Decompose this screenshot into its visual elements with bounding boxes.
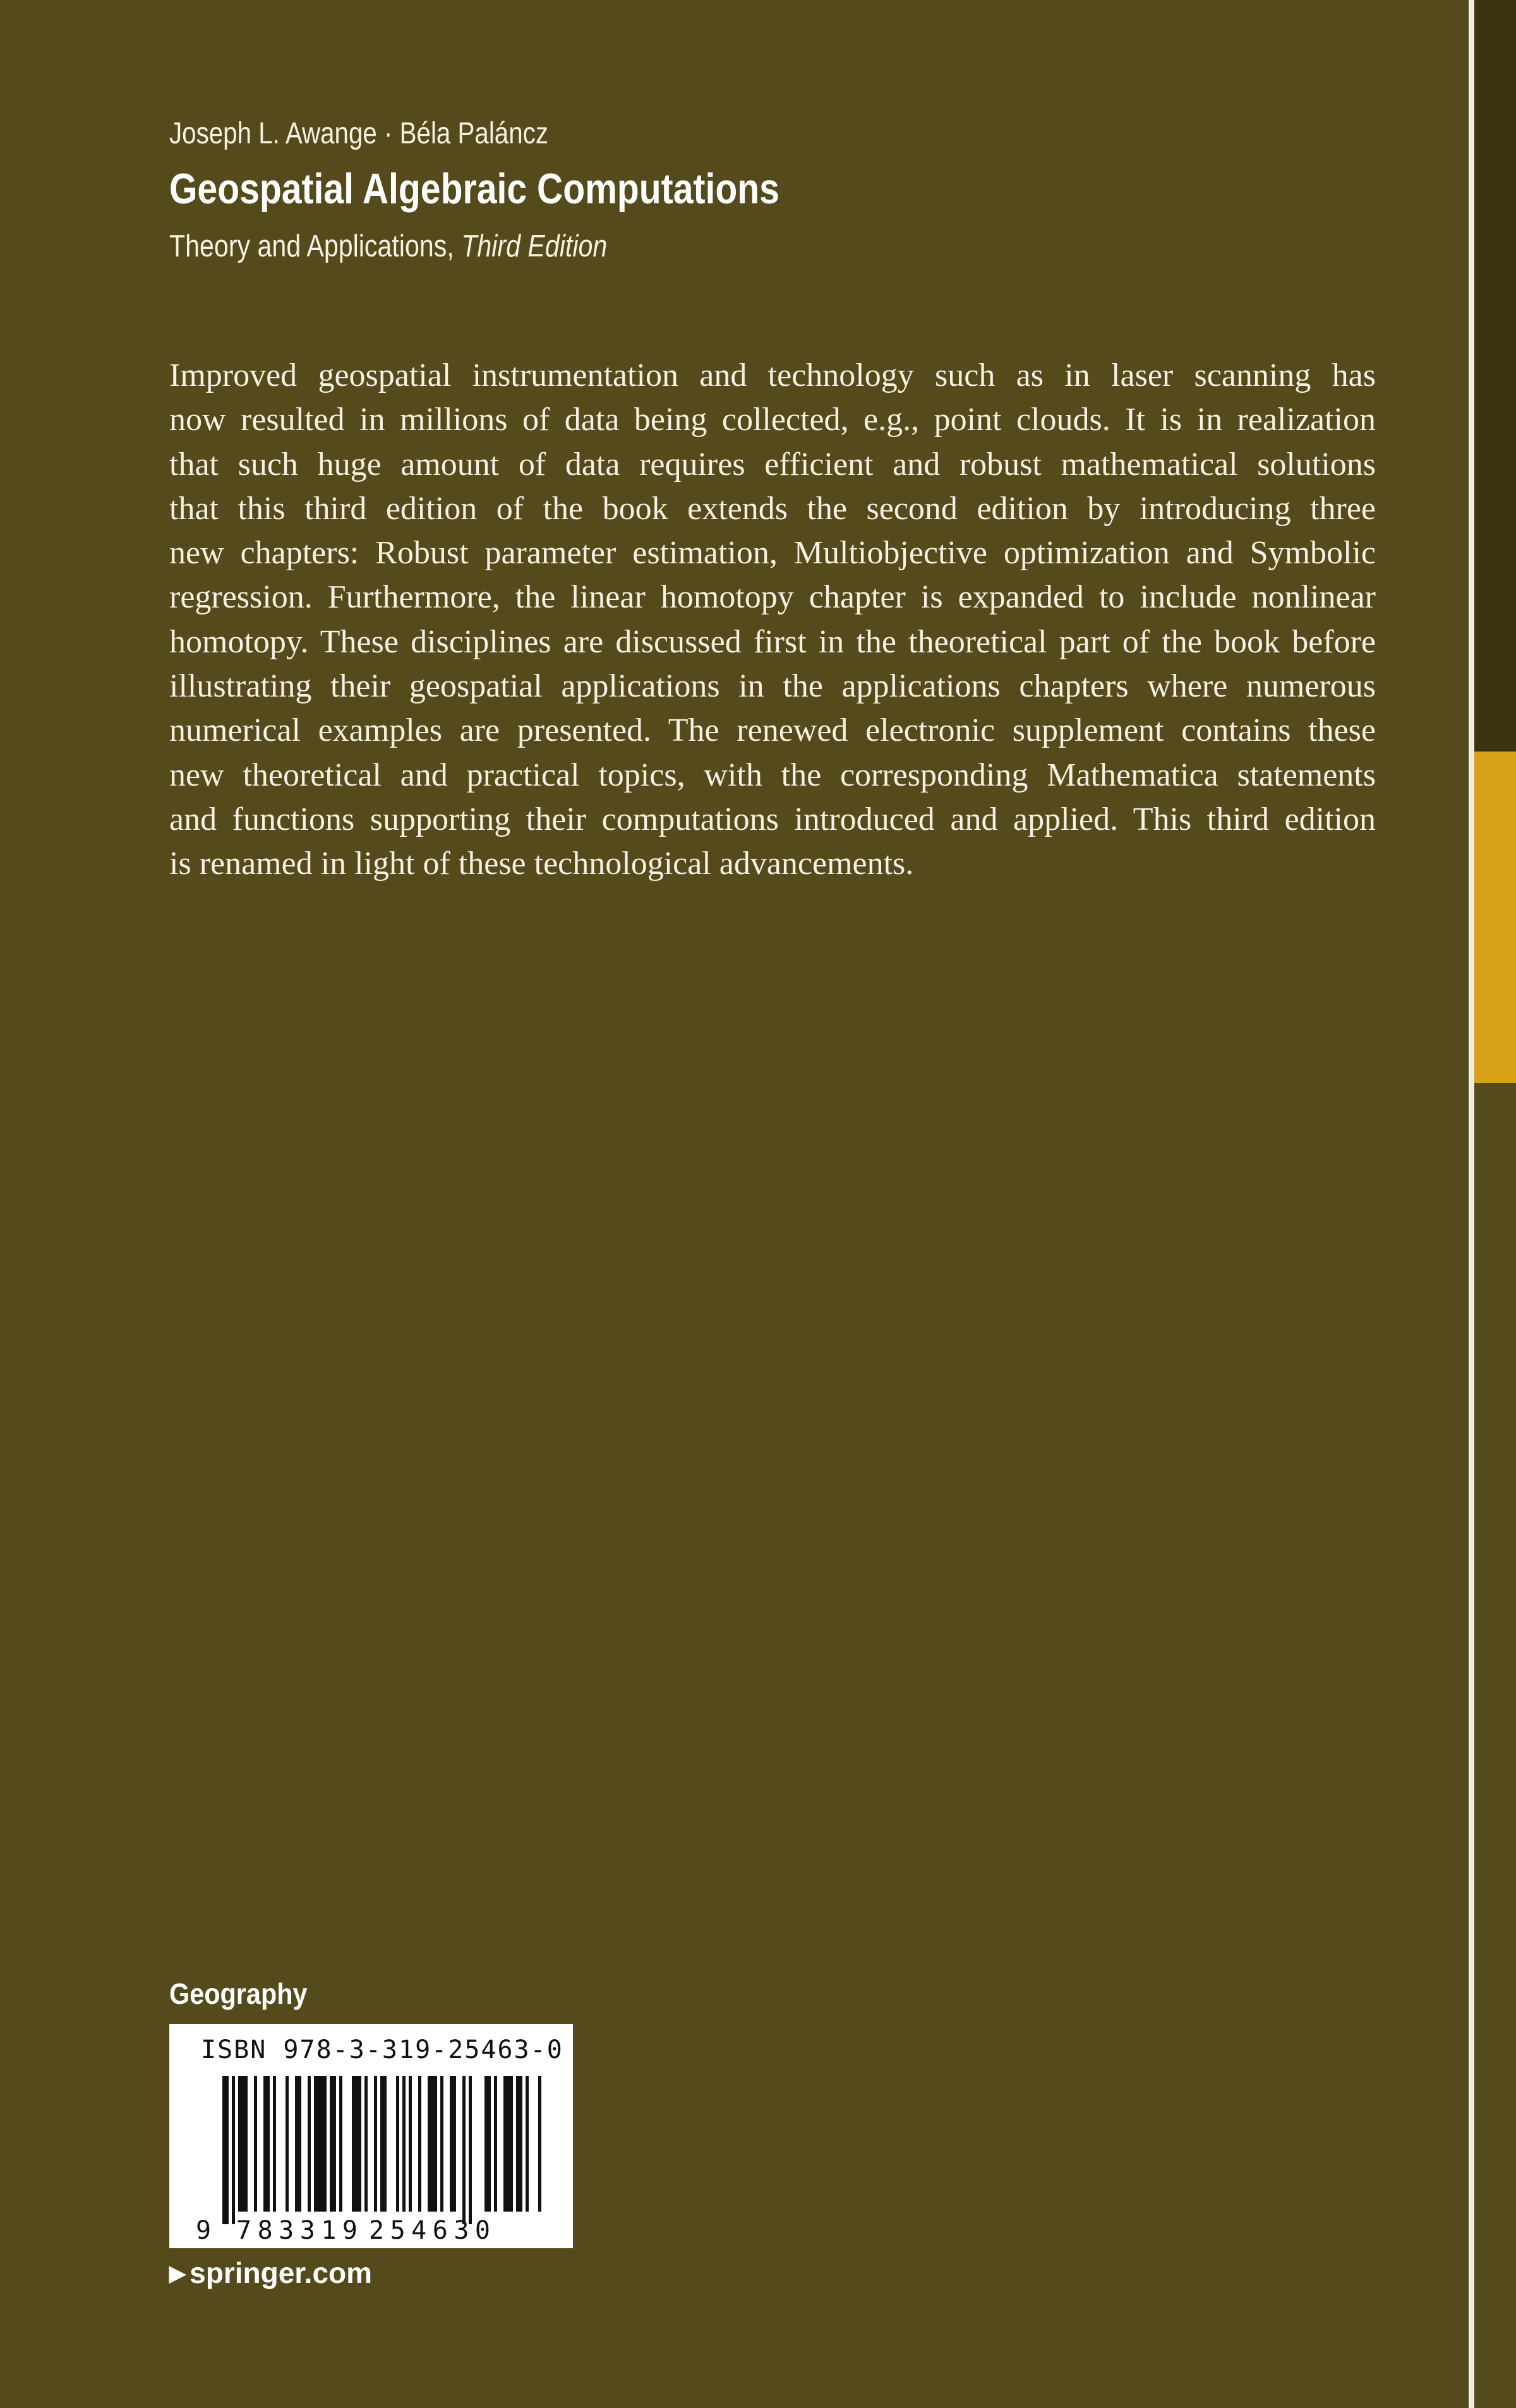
blurb-line: Improved geospatial instrumentation and technology such as in laser scanning has <box>169 357 1376 393</box>
description-blurb <box>169 354 1376 887</box>
barcode-bar <box>494 2076 497 2212</box>
blurb-line: that such huge amount of data requires efficient and robust mathematical solutions <box>169 446 1376 482</box>
blurb-line: homotopy. These disciplines are discussed first in the theoretical part of the book before <box>169 623 1376 660</box>
barcode-digits-right: 254630 <box>369 2216 490 2245</box>
barcode-bar <box>418 2076 421 2212</box>
barcode-bar <box>364 2076 368 2212</box>
barcode-bar <box>374 2076 377 2212</box>
blurb-line: and functions supporting their computations introduced and applied. This third edition <box>169 801 1376 837</box>
barcode-bar <box>462 2076 466 2224</box>
book-spine <box>1474 0 1516 2408</box>
spine-accent-band <box>1474 752 1516 1083</box>
barcode-bar <box>286 2076 289 2212</box>
barcode-bar <box>440 2076 443 2212</box>
barcode-bar <box>308 2076 311 2212</box>
barcode-bar <box>232 2076 235 2224</box>
blurb-line: that this third edition of the book extends the second edition by introducing three <box>169 490 1376 527</box>
barcode-bar <box>396 2076 399 2212</box>
barcode-bar <box>484 2076 491 2212</box>
website-text: springer.com <box>190 2256 373 2289</box>
book-title: Geospatial Algebraic Computations <box>169 165 779 213</box>
barcode-bar <box>295 2076 301 2212</box>
blurb-line: new chapters: Robust parameter estimation, Multiobjective optimization and Symbolic <box>169 535 1376 572</box>
barcode-bar <box>339 2076 342 2212</box>
blurb-line: numerical examples are presented. The renewed electronic supplement contains these <box>169 712 1376 749</box>
barcode-graphic <box>169 2024 573 2248</box>
subtitle-text: Theory and Applications, <box>169 229 462 263</box>
barcode-bar <box>469 2076 472 2224</box>
barcode-bar <box>428 2076 437 2212</box>
isbn-barcode <box>169 2024 573 2248</box>
barcode-bar <box>263 2076 270 2212</box>
barcode-bar <box>352 2076 361 2212</box>
barcode-bar <box>273 2076 276 2212</box>
barcode-bar <box>222 2076 229 2224</box>
barcode-bar <box>238 2076 248 2212</box>
isbn-text: ISBN 978-3-319-25463-0 <box>201 2035 563 2064</box>
subject-category: Geography <box>169 1977 308 2010</box>
blurb-line: illustrating their geospatial applications in the applications chapters where numerous <box>169 668 1376 705</box>
triangle-right-icon: ▶ <box>169 2261 186 2285</box>
spine-dark-band <box>1474 0 1516 752</box>
barcode-bar <box>516 2076 522 2212</box>
barcode-bar <box>409 2076 412 2212</box>
barcode-bar <box>330 2076 336 2212</box>
spine-separator <box>1469 0 1474 2408</box>
book-subtitle <box>169 229 607 264</box>
barcode-bar <box>450 2076 456 2212</box>
barcode-digit-lead: 9 <box>196 2216 212 2245</box>
barcode-bar <box>503 2076 513 2212</box>
edition-text: Third Edition <box>461 229 608 263</box>
barcode-bar <box>380 2076 387 2212</box>
authors: Joseph L. Awange · Béla Paláncz <box>169 117 548 150</box>
barcode-bar <box>538 2076 541 2212</box>
blurb-line: regression. Furthermore, the linear homotopy chapter is expanded to include nonlinear <box>169 579 1376 616</box>
barcode-bar <box>314 2076 327 2212</box>
blurb-line: now resulted in millions of data being collected, e.g., point clouds. It is in realization <box>169 402 1376 438</box>
publisher-website[interactable] <box>169 2256 372 2290</box>
barcode-bar <box>254 2076 257 2212</box>
blurb-line: is renamed in light of these technological advancements. <box>169 846 914 882</box>
blurb-line: new theoretical and practical topics, with the corresponding Mathematica statements <box>169 757 1376 793</box>
barcode-bar <box>526 2076 529 2212</box>
barcode-digits-left: 783319 <box>236 2216 358 2245</box>
barcode-bar <box>402 2076 406 2212</box>
